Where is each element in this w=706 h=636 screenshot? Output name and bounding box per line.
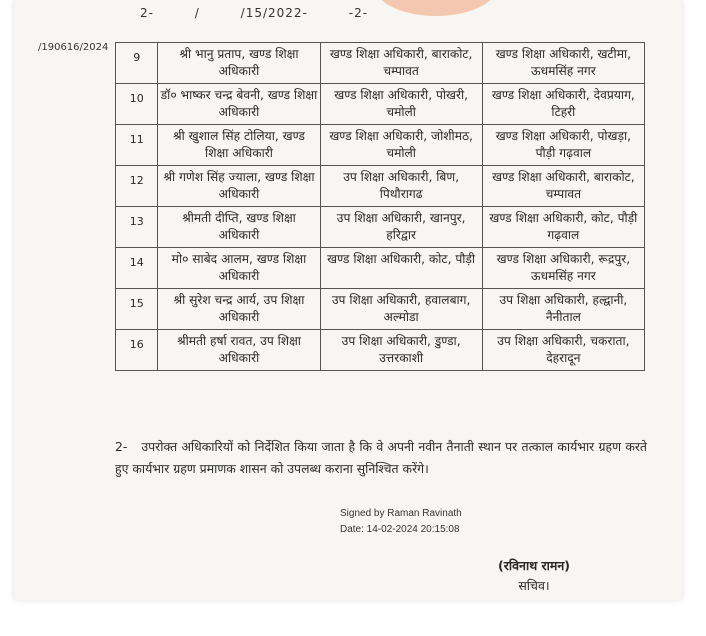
row-serial: 12	[116, 166, 158, 207]
new-posting: खण्ड शिक्षा अधिकारी, पोखड़ा, पौड़ी गढ़वाल	[482, 125, 644, 166]
officer-name: श्रीमती हर्षा रावत, उप शिक्षा अधिकारी	[158, 330, 320, 371]
officer-name: श्रीमती दीप्ति, खण्ड शिक्षा अधिकारी	[158, 207, 320, 248]
row-serial: 15	[116, 289, 158, 330]
page-header	[140, 6, 404, 20]
new-posting: उप शिक्षा अधिकारी, हल्द्वानी, नैनीताल	[482, 289, 644, 330]
current-posting: खण्ड शिक्षा अधिकारी, जोशीमठ, चमोली	[320, 125, 482, 166]
current-posting: उप शिक्षा अधिकारी, खानपुर, हरिद्वार	[320, 207, 482, 248]
officer-name: श्री खुशाल सिंह टोलिया, खण्ड शिक्षा अधिकारी	[158, 125, 320, 166]
instruction-paragraph	[115, 436, 647, 480]
header-part2: /	[194, 6, 200, 20]
current-posting: उप शिक्षा अधिकारी, बिण, पिथौरागढ	[320, 166, 482, 207]
table-row	[116, 289, 645, 330]
signed-date: Date: 14-02-2024 20:15:08	[340, 524, 460, 535]
paragraph-number: 2-	[115, 439, 128, 454]
signed-by: Signed by Raman Ravinath	[340, 508, 462, 519]
new-posting: खण्ड शिक्षा अधिकारी, कोट, पौड़ी गढ़वाल	[482, 207, 644, 248]
officer-name: श्री गणेश सिंह ज्याला, खण्ड शिक्षा अधिकारी	[158, 166, 320, 207]
new-posting: उप शिक्षा अधिकारी, चकराता, देहरादून	[482, 330, 644, 371]
row-serial: 10	[116, 84, 158, 125]
officer-name: मो० साबेद आलम, खण्ड शिक्षा अधिकारी	[158, 248, 320, 289]
signatory	[498, 556, 570, 596]
row-serial: 11	[116, 125, 158, 166]
table-row	[116, 330, 645, 371]
table-row	[116, 125, 645, 166]
current-posting: खण्ड शिक्षा अधिकारी, पोखरी, चमोली	[320, 84, 482, 125]
row-serial: 16	[116, 330, 158, 371]
officer-name: श्री सुरेश चन्द्र आर्य, उप शिक्षा अधिकारी	[158, 289, 320, 330]
signatory-name: (रविनाथ रामन)	[498, 558, 571, 573]
header-part1: 2-	[140, 6, 154, 20]
new-posting: खण्ड शिक्षा अधिकारी, बाराकोट, चम्पावत	[482, 166, 644, 207]
row-serial: 13	[116, 207, 158, 248]
current-posting: उप शिक्षा अधिकारी, डुण्डा, उत्तरकाशी	[320, 330, 482, 371]
file-reference: /190616/2024	[38, 42, 109, 53]
paragraph-text: उपरोक्त अधिकारियों को निर्देशित किया जाता है कि वे अपनी नवीन तैनाती स्थान पर तत्काल कार्यभार ग्रहण करते हुए कार्यभार ग्रहण प्रमाणक शासन को उपलब्ध कराना सुनिश्चित करेंगे।	[115, 439, 647, 476]
new-posting: खण्ड शिक्षा अधिकारी, देवप्रयाग, टिहरी	[482, 84, 644, 125]
header-date: /15/2022-	[240, 6, 308, 20]
current-posting: खण्ड शिक्षा अधिकारी, कोट, पौड़ी	[320, 248, 482, 289]
digital-signature-block	[340, 506, 462, 538]
table-row	[116, 248, 645, 289]
header-page: -2-	[348, 6, 369, 20]
officer-name: श्री भानु प्रताप, खण्ड शिक्षा अधिकारी	[158, 43, 320, 84]
table-row	[116, 207, 645, 248]
table-row	[116, 166, 645, 207]
signatory-designation: सचिव।	[518, 578, 550, 593]
current-posting: खण्ड शिक्षा अधिकारी, बाराकोट, चम्पावत	[320, 43, 482, 84]
new-posting: खण्ड शिक्षा अधिकारी, खटीमा, ऊधमसिंह नगर	[482, 43, 644, 84]
officer-name: डॉ० भाष्कर चन्द्र बेवनी, खण्ड शिक्षा अधिकारी	[158, 84, 320, 125]
table-row	[116, 43, 645, 84]
new-posting: खण्ड शिक्षा अधिकारी, रूद्रपुर, ऊधमसिंह नगर	[482, 248, 644, 289]
transfer-table	[115, 42, 645, 371]
table-row	[116, 84, 645, 125]
row-serial: 9	[116, 43, 158, 84]
row-serial: 14	[116, 248, 158, 289]
current-posting: उप शिक्षा अधिकारी, हवालबाग, अल्मोडा	[320, 289, 482, 330]
